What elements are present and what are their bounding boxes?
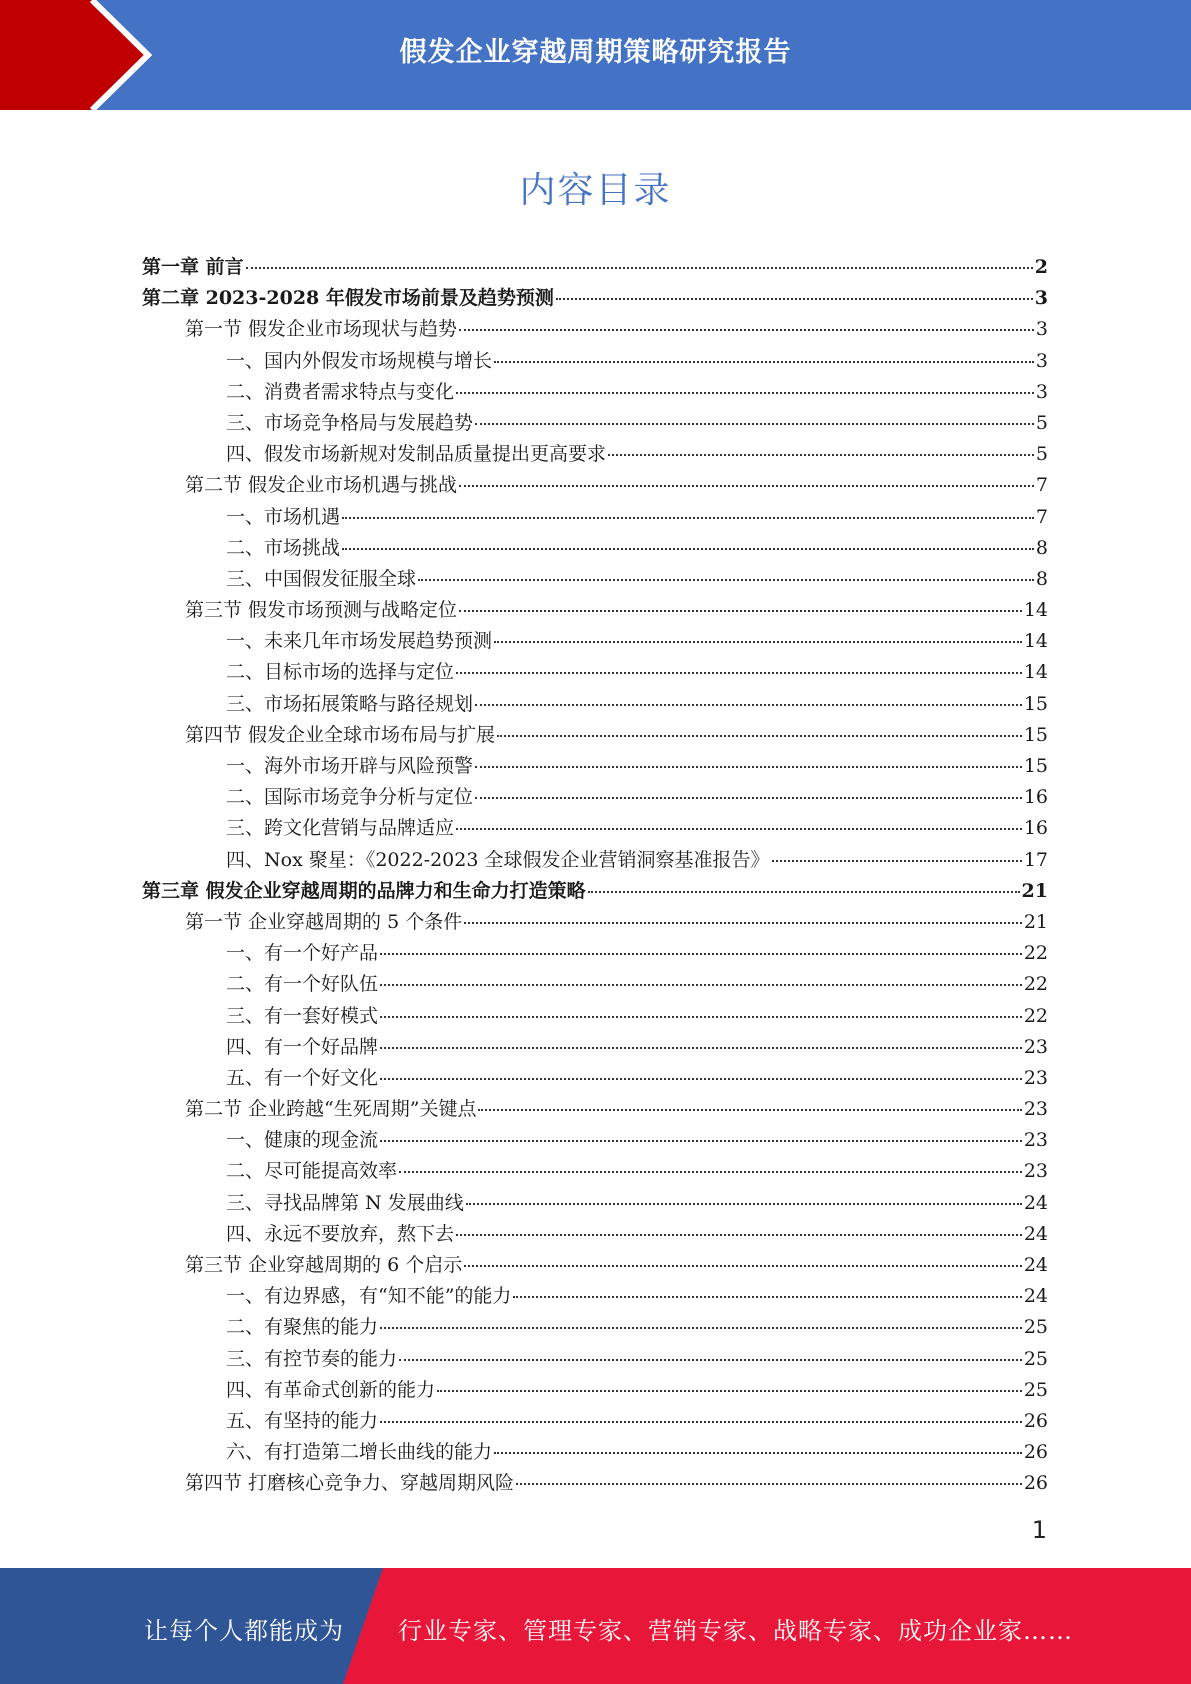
report-title: 假发企业穿越周期策略研究报告 xyxy=(399,37,792,68)
toc-dot-leader xyxy=(456,1234,1022,1236)
toc-entry-label: 五、有一个好文化 xyxy=(226,1066,379,1089)
toc-entry-label: 一、健康的现金流 xyxy=(226,1129,379,1152)
toc-dot-leader xyxy=(246,267,1033,269)
toc-entry-label: 一、国内外假发市场规模与增长 xyxy=(226,349,493,372)
toc-entry-label: 二、有聚焦的能力 xyxy=(226,1316,379,1339)
toc-dot-leader xyxy=(459,485,1034,487)
toc-entry[interactable] xyxy=(142,439,1048,470)
toc-entry-page: 24 xyxy=(1023,1191,1048,1214)
toc-entry[interactable] xyxy=(142,1437,1048,1468)
toc-entry-page: 3 xyxy=(1035,380,1048,403)
toc-entry-page: 8 xyxy=(1035,536,1048,559)
page-header xyxy=(0,0,1191,110)
toc-entry[interactable] xyxy=(142,314,1048,345)
toc-entry-page: 25 xyxy=(1023,1316,1048,1339)
toc-dot-leader xyxy=(475,423,1034,425)
toc-dot-leader xyxy=(380,1016,1022,1018)
toc-entry-page: 3 xyxy=(1034,287,1048,310)
toc-entry[interactable] xyxy=(142,813,1048,844)
toc-entry-label: 第三节 企业穿越周期的 6 个启示 xyxy=(185,1254,463,1276)
toc-dot-leader xyxy=(459,329,1034,331)
toc-entry[interactable] xyxy=(142,969,1048,1000)
toc-dot-leader xyxy=(494,641,1022,643)
toc-entry-page: 23 xyxy=(1023,1098,1048,1121)
toc-entry[interactable] xyxy=(142,845,1048,876)
toc-entry[interactable] xyxy=(142,751,1048,782)
toc-entry[interactable] xyxy=(142,1406,1048,1437)
toc-entry[interactable] xyxy=(142,502,1048,533)
toc-entry-page: 5 xyxy=(1035,443,1048,466)
toc-dot-leader xyxy=(497,735,1022,737)
toc-entry-label: 第二章 2023-2028 年假发市场前景及趋势预测 xyxy=(142,287,554,310)
toc-entry-page: 21 xyxy=(1021,879,1048,902)
toc-entry[interactable] xyxy=(142,1281,1048,1312)
toc-entry-label: 第四节 打磨核心竞争力、穿越周期风险 xyxy=(185,1472,515,1495)
toc-entry-label: 三、跨文化营销与品牌适应 xyxy=(226,817,455,840)
toc-dot-leader xyxy=(475,766,1022,768)
footer-slogan-left: 让每个人都能成为 xyxy=(144,1617,344,1645)
toc-entry-label: 第二节 企业跨越“生死周期”关键点 xyxy=(185,1098,477,1121)
toc-entry-page: 21 xyxy=(1023,910,1048,933)
toc-entry-page: 25 xyxy=(1023,1378,1048,1401)
toc-entry[interactable] xyxy=(142,533,1048,564)
page-number: 1 xyxy=(1031,1516,1047,1544)
toc-dot-leader xyxy=(380,1327,1022,1329)
toc-entry[interactable] xyxy=(142,1375,1048,1406)
toc-entry[interactable] xyxy=(142,1063,1048,1094)
toc-entry[interactable] xyxy=(142,408,1048,439)
toc-entry-label: 二、目标市场的选择与定位 xyxy=(226,661,455,684)
toc-entry-label: 第一节 企业穿越周期的 5 个条件 xyxy=(185,910,463,933)
toc-dot-leader xyxy=(475,704,1022,706)
toc-heading: 内容目录 xyxy=(519,170,672,211)
toc-dot-leader xyxy=(456,828,1022,830)
toc-entry-label: 一、有边界感，有“知不能”的能力 xyxy=(226,1285,512,1308)
toc-dot-leader xyxy=(342,548,1034,550)
toc-entry-label: 三、中国假发征服全球 xyxy=(226,567,417,590)
toc-dot-leader xyxy=(466,1203,1022,1205)
toc-dot-leader xyxy=(608,454,1034,456)
toc-entry[interactable] xyxy=(142,689,1048,720)
toc-dot-leader xyxy=(494,1452,1022,1454)
toc-entry-label: 一、未来几年市场发展趋势预测 xyxy=(226,630,493,653)
toc-entry[interactable] xyxy=(142,346,1048,377)
toc-entry-label: 六、有打造第二增长曲线的能力 xyxy=(226,1441,493,1464)
toc-entry[interactable] xyxy=(142,1188,1048,1219)
toc-entry-label: 第三章 假发企业穿越周期的品牌力和生命力打造策略 xyxy=(142,879,586,902)
toc-entry-label: 一、海外市场开辟与风险预警 xyxy=(226,755,474,777)
toc-entry-page: 25 xyxy=(1023,1347,1048,1370)
toc-entry-page: 24 xyxy=(1023,1285,1048,1308)
toc-entry[interactable] xyxy=(142,377,1048,408)
toc-entry-label: 四、有一个好品牌 xyxy=(226,1035,379,1058)
toc-entry-label: 五、有坚持的能力 xyxy=(226,1409,379,1432)
toc-entry-label: 三、市场拓展策略与路径规划 xyxy=(226,692,474,715)
toc-dot-leader xyxy=(380,984,1022,986)
page-footer xyxy=(0,1568,1191,1684)
toc-entry-page: 22 xyxy=(1023,942,1048,965)
toc-dot-leader xyxy=(380,1140,1022,1142)
toc-dot-leader xyxy=(456,672,1022,674)
toc-entry[interactable] xyxy=(142,595,1048,626)
toc-entry-page: 22 xyxy=(1023,973,1048,996)
toc-entry-page: 5 xyxy=(1035,411,1048,434)
footer-slogan-right: 行业专家、管理专家、营销专家、战略专家、成功企业家…… xyxy=(398,1617,1073,1645)
table-of-contents xyxy=(142,252,1048,1500)
toc-entry-label: 四、假发市场新规对发制品质量提出更高要求 xyxy=(226,443,607,466)
toc-entry-page: 8 xyxy=(1035,567,1048,590)
toc-entry[interactable] xyxy=(142,470,1048,501)
toc-entry-label: 三、有控节奏的能力 xyxy=(226,1347,398,1370)
toc-dot-leader xyxy=(380,1078,1022,1080)
toc-entry[interactable] xyxy=(142,1001,1048,1032)
toc-entry-label: 第一章 前言 xyxy=(142,256,244,278)
toc-dot-leader xyxy=(494,361,1034,363)
toc-entry-page: 26 xyxy=(1023,1441,1048,1464)
toc-entry-page: 24 xyxy=(1023,1222,1048,1245)
toc-entry-label: 二、国际市场竞争分析与定位 xyxy=(226,786,474,809)
toc-dot-leader xyxy=(772,860,1022,862)
toc-dot-leader xyxy=(342,517,1034,519)
toc-dot-leader xyxy=(456,392,1034,394)
toc-entry-label: 三、寻找品牌第 N 发展曲线 xyxy=(226,1191,464,1214)
toc-entry-label: 第三节 假发市场预测与战略定位 xyxy=(185,599,458,622)
toc-entry-page: 23 xyxy=(1023,1160,1048,1183)
toc-entry-label: 四、有革命式创新的能力 xyxy=(226,1378,436,1401)
toc-entry-label: 第四节 假发企业全球市场布局与扩展 xyxy=(185,723,496,746)
toc-entry-page: 24 xyxy=(1023,1254,1048,1276)
toc-entry[interactable] xyxy=(142,1094,1048,1125)
toc-entry-page: 14 xyxy=(1023,599,1048,622)
toc-entry-page: 16 xyxy=(1023,817,1048,840)
toc-dot-leader xyxy=(399,1359,1022,1361)
toc-entry-page: 7 xyxy=(1035,505,1048,528)
toc-entry[interactable] xyxy=(142,657,1048,688)
toc-entry-page: 14 xyxy=(1023,661,1048,684)
toc-dot-leader xyxy=(556,298,1033,300)
toc-dot-leader xyxy=(475,797,1022,799)
toc-entry-page: 16 xyxy=(1023,786,1048,809)
toc-entry-page: 23 xyxy=(1023,1035,1048,1058)
toc-entry[interactable] xyxy=(142,1468,1048,1499)
toc-entry-label: 三、有一套好模式 xyxy=(226,1004,379,1027)
toc-entry[interactable] xyxy=(142,1219,1048,1250)
toc-entry-label: 二、有一个好队伍 xyxy=(226,973,379,996)
toc-entry-label: 二、市场挑战 xyxy=(226,536,341,559)
toc-entry-label: 二、消费者需求特点与变化 xyxy=(226,380,455,403)
toc-entry-label: 第二节 假发企业市场机遇与挑战 xyxy=(185,474,458,497)
toc-dot-leader xyxy=(464,1265,1022,1267)
toc-dot-leader xyxy=(380,1047,1022,1049)
toc-dot-leader xyxy=(399,1171,1022,1173)
toc-entry-page: 26 xyxy=(1023,1472,1048,1495)
toc-entry-label: 二、尽可能提高效率 xyxy=(226,1160,398,1183)
toc-entry[interactable] xyxy=(142,1312,1048,1343)
toc-entry[interactable] xyxy=(142,1250,1048,1281)
toc-entry-page: 14 xyxy=(1023,630,1048,653)
toc-entry-page: 3 xyxy=(1035,318,1048,341)
toc-entry[interactable] xyxy=(142,252,1048,283)
toc-entry-label: 三、市场竞争格局与发展趋势 xyxy=(226,411,474,434)
toc-dot-leader xyxy=(437,1390,1022,1392)
toc-entry-page: 23 xyxy=(1023,1129,1048,1152)
toc-dot-leader xyxy=(459,610,1022,612)
toc-dot-leader xyxy=(588,891,1020,893)
toc-dot-leader xyxy=(380,953,1022,955)
toc-entry[interactable] xyxy=(142,1156,1048,1187)
toc-dot-leader xyxy=(380,1421,1022,1423)
toc-entry-label: 一、有一个好产品 xyxy=(226,942,379,965)
toc-entry[interactable] xyxy=(142,876,1048,907)
toc-dot-leader xyxy=(478,1109,1021,1111)
toc-dot-leader xyxy=(516,1483,1022,1485)
toc-entry[interactable] xyxy=(142,1125,1048,1156)
toc-entry[interactable] xyxy=(142,1032,1048,1063)
toc-dot-leader xyxy=(513,1296,1021,1298)
toc-entry-page: 23 xyxy=(1023,1066,1048,1089)
toc-entry[interactable] xyxy=(142,720,1048,751)
toc-entry-label: 四、Nox 聚星：《2022-2023 全球假发企业营销洞察基准报告》 xyxy=(226,848,770,871)
toc-entry-page: 22 xyxy=(1023,1004,1048,1027)
toc-entry-page: 15 xyxy=(1023,755,1048,777)
toc-dot-leader xyxy=(418,579,1034,581)
toc-entry-label: 四、永远不要放弃，熬下去 xyxy=(226,1222,455,1245)
toc-entry[interactable] xyxy=(142,1344,1048,1375)
toc-entry[interactable] xyxy=(142,938,1048,969)
toc-entry-label: 第一节 假发企业市场现状与趋势 xyxy=(185,318,458,341)
toc-entry[interactable] xyxy=(142,907,1048,938)
toc-entry[interactable] xyxy=(142,564,1048,595)
toc-entry-page: 3 xyxy=(1035,349,1048,372)
toc-entry-label: 一、市场机遇 xyxy=(226,505,341,528)
toc-entry-page: 2 xyxy=(1034,256,1048,278)
toc-entry[interactable] xyxy=(142,626,1048,657)
toc-entry[interactable] xyxy=(142,283,1048,314)
toc-entry-page: 26 xyxy=(1023,1409,1048,1432)
toc-entry-page: 7 xyxy=(1035,474,1048,497)
toc-entry-page: 15 xyxy=(1023,723,1048,746)
toc-entry-page: 15 xyxy=(1023,692,1048,715)
toc-entry[interactable] xyxy=(142,782,1048,813)
toc-entry-page: 17 xyxy=(1023,848,1048,871)
toc-dot-leader xyxy=(464,922,1022,924)
